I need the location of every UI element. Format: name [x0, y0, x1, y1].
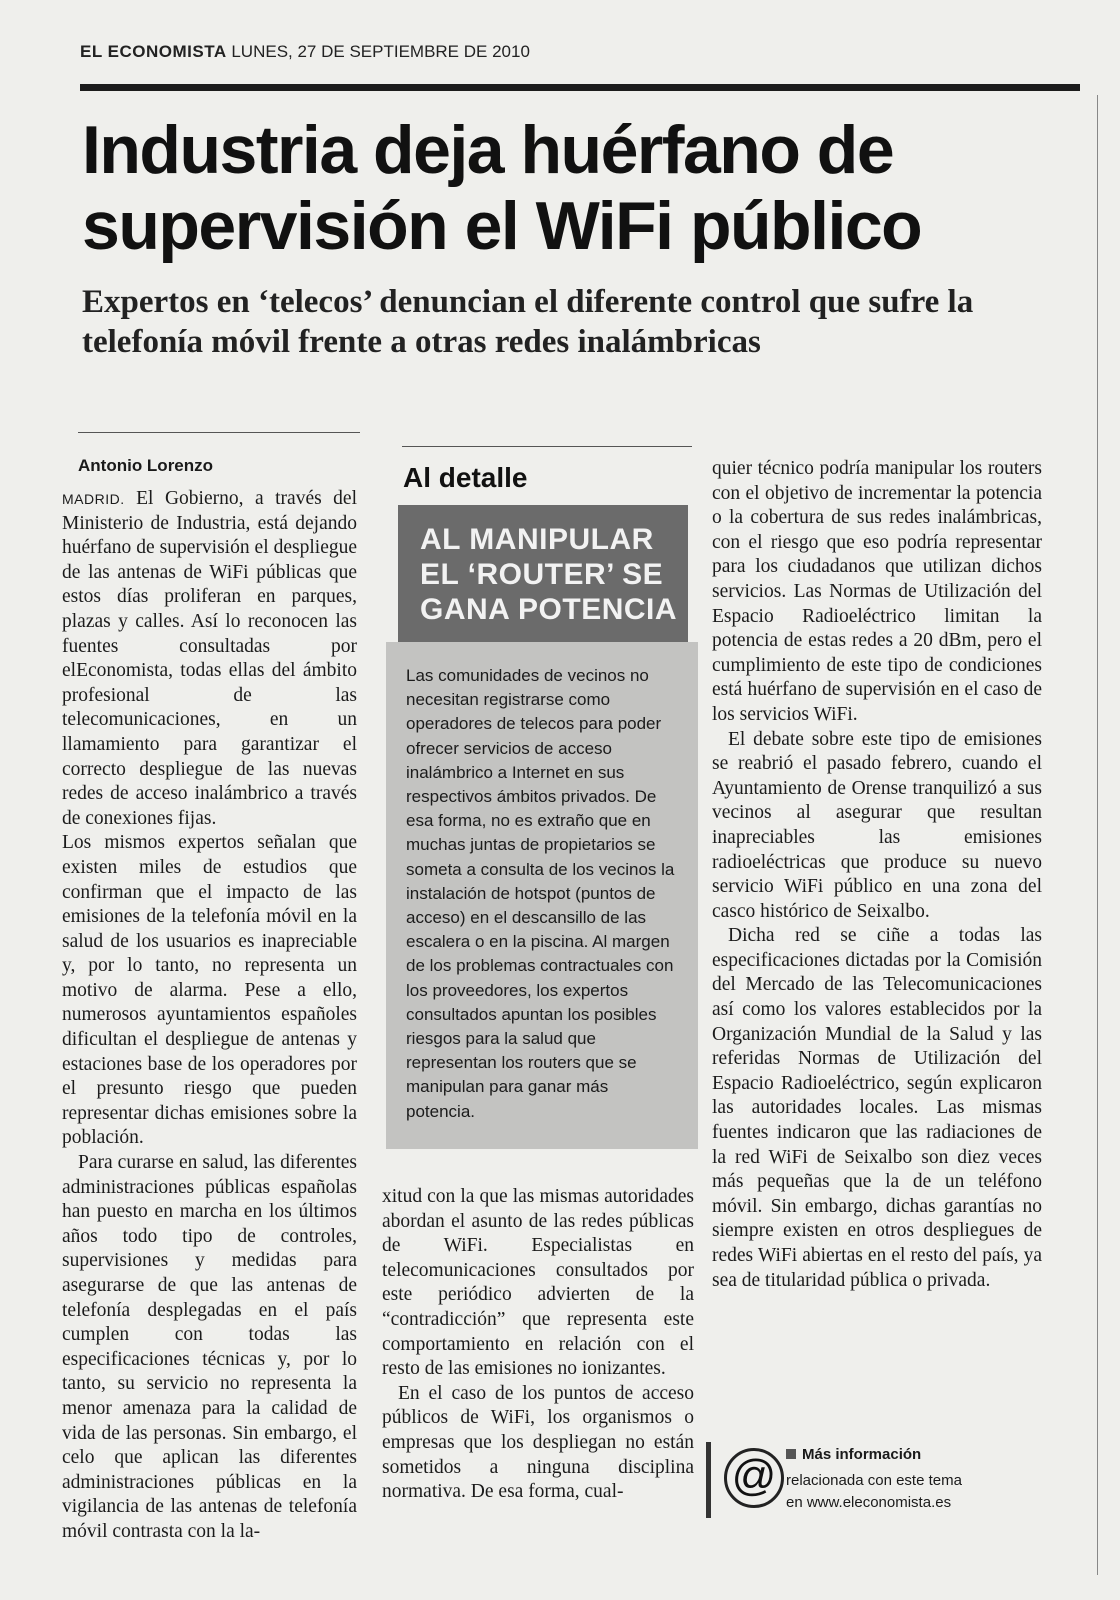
col3-paragraph-2: El debate sobre este tipo de emisiones se reabrió el pasado febrero, cuando el Ayuntamiento de Orense tranquilizó a sus vecinos al asegurar que resultan inapreciables las emisiones radioeléctricas que produce su nuevo servicio WiFi público en una zona del casco histórico de Seixalbo.	[712, 728, 1042, 922]
more-info-title: Más información	[786, 1446, 921, 1463]
byline: Antonio Lorenzo	[78, 456, 214, 475]
col3-paragraph-1: quier técnico podría manipular los routers con el objetivo de incrementar la potencia o la cobertura de sus redes inalámbricas, con el riesgo que eso podría representar para los ciudadanos que utilizan dichos servicios. Las Normas de Utilización del Espacio Radioeléctrico limitan la potencia de estas redes a 20 dBm, pero el cumplimiento de este tipo de condiciones está huérfano de supervisión en el caso de los servicios WiFi.	[712, 458, 1042, 725]
masthead-rule	[80, 84, 1080, 91]
col1-paragraph-3: Para curarse en salud, las diferentes administraciones públicas españolas han puesto en marcha en los últimos años todo tipo de controles, supervisiones y medidas para asegurarse de que las antenas de telefonía desplegadas en el país cumplen con todas las especificaciones técnicas y, por lo tanto, su servicio no representa la menor amenaza para la calidad de vida de las personas. Sin embargo, el celo que aplican las diferentes administraciones públicas en la vigilancia de las antenas de telefonía móvil contrasta con la la-	[62, 1152, 357, 1542]
sidebar-title: AL MANIPULAR EL ‘ROUTER’ SE GANA POTENCIA	[420, 523, 678, 626]
more-info-bar	[706, 1442, 711, 1518]
at-sign-icon: @	[724, 1448, 784, 1508]
col1-paragraph-2: Los mismos expertos señalan que existen miles de estudios que confirman que el impacto de las emisiones de la telefonía móvil en la salud de los usuarios es inapreciable y, por lo tanto, no representa un motivo de alarma. Pese a ello, numerosos ayuntamientos españoles dificultan el despliegue de antenas y estaciones base de los operadores por el presunto riesgo que pueden representar dichas emisiones sobre la población.	[62, 832, 357, 1149]
newspaper-name: EL ECONOMISTA	[80, 42, 227, 61]
subheadline: Expertos en ‘telecos’ denuncian el diferente control que sufre la telefonía móvil frente a otras redes inalámbricas	[82, 284, 974, 360]
more-info-box	[706, 1442, 1086, 1522]
issue-date: LUNES, 27 DE SEPTIEMBRE DE 2010	[231, 42, 530, 61]
byline-rule	[78, 432, 360, 433]
article-column-3	[712, 457, 1042, 1293]
col2-paragraph-2: En el caso de los puntos de acceso públicos de WiFi, los organismos o empresas que los despliegan no están sometidos a ninguna disciplina normativa. De esa forma, cual-	[382, 1382, 694, 1503]
more-info-line-1: relacionada con este tema	[786, 1472, 962, 1489]
sidebar-label: Al detalle	[403, 462, 528, 493]
col2-paragraph-1: xitud con la que las mismas autoridades abordan el asunto de las redes públicas de WiFi. Especialistas en telecomunicaciones consultados por este periódico advierten de la “contradicción” que representa este comportamiento en relación con el resto de las emisiones no ionizantes.	[382, 1186, 694, 1380]
headline: Industria deja huérfano de supervisión el WiFi público	[82, 112, 922, 264]
sidebar-text: Las comunidades de vecinos no necesitan registrarse como operadores de telecos para poder ofrecer servicios de acceso inalámbrico a Internet en sus respectivos ámbitos privados. De esa forma, no es extraño que en muchas juntas de propietarios se someta a consulta de los vecinos la instalación de hotspot (puntos de acceso) en el descansillo de las escalera o en la piscina. Al margen de los problemas contractuales con los proveedores, los expertos consultados apuntan los posibles riesgos para la salud que representan los routers que se manipulan para ganar más potencia.	[406, 666, 675, 1121]
col3-paragraph-3: Dicha red se ciñe a todas las especificaciones dictadas por la Comisión del Mercado de las Telecomunicaciones así como los valores establecidos por la Organización Mundial de la Salud y las referidas Normas de Utilización del Espacio Radioeléctrico, según explicaron las autoridades locales. Las mismas fuentes indicaron que las radiaciones de la red WiFi de Seixalbo son diez veces más pequeñas que la de un teléfono móvil. Sin embargo, dichas garantías no siempre existen en otros despliegues de redes WiFi abiertas en el resto del país, ya sea de titularidad pública o privada.	[712, 925, 1042, 1291]
square-bullet-icon	[786, 1449, 796, 1459]
page-edge-line	[1097, 95, 1098, 1575]
dateline-city: MADRID.	[62, 491, 125, 507]
more-info-link[interactable]: en www.eleconomista.es	[786, 1494, 952, 1511]
col1-paragraph-1: El Gobierno, a través del Ministerio de Industria, está dejando huérfano de supervisión el despliegue de las antenas de WiFi públicas que estos días proliferan en parques, plazas y calles. Así lo reconocen las fuentes consultadas por elEconomista, todas ellas del ámbito profesional de las telecomunicaciones, en un llamamiento para garantizar el correcto despliegue de las nuevas redes de acceso inalámbrico a través de conexiones fijas.	[62, 488, 358, 829]
article-column-2	[382, 1185, 694, 1505]
sidebar-rule	[402, 446, 692, 447]
article-column-1	[62, 487, 357, 1545]
masthead	[80, 42, 530, 62]
